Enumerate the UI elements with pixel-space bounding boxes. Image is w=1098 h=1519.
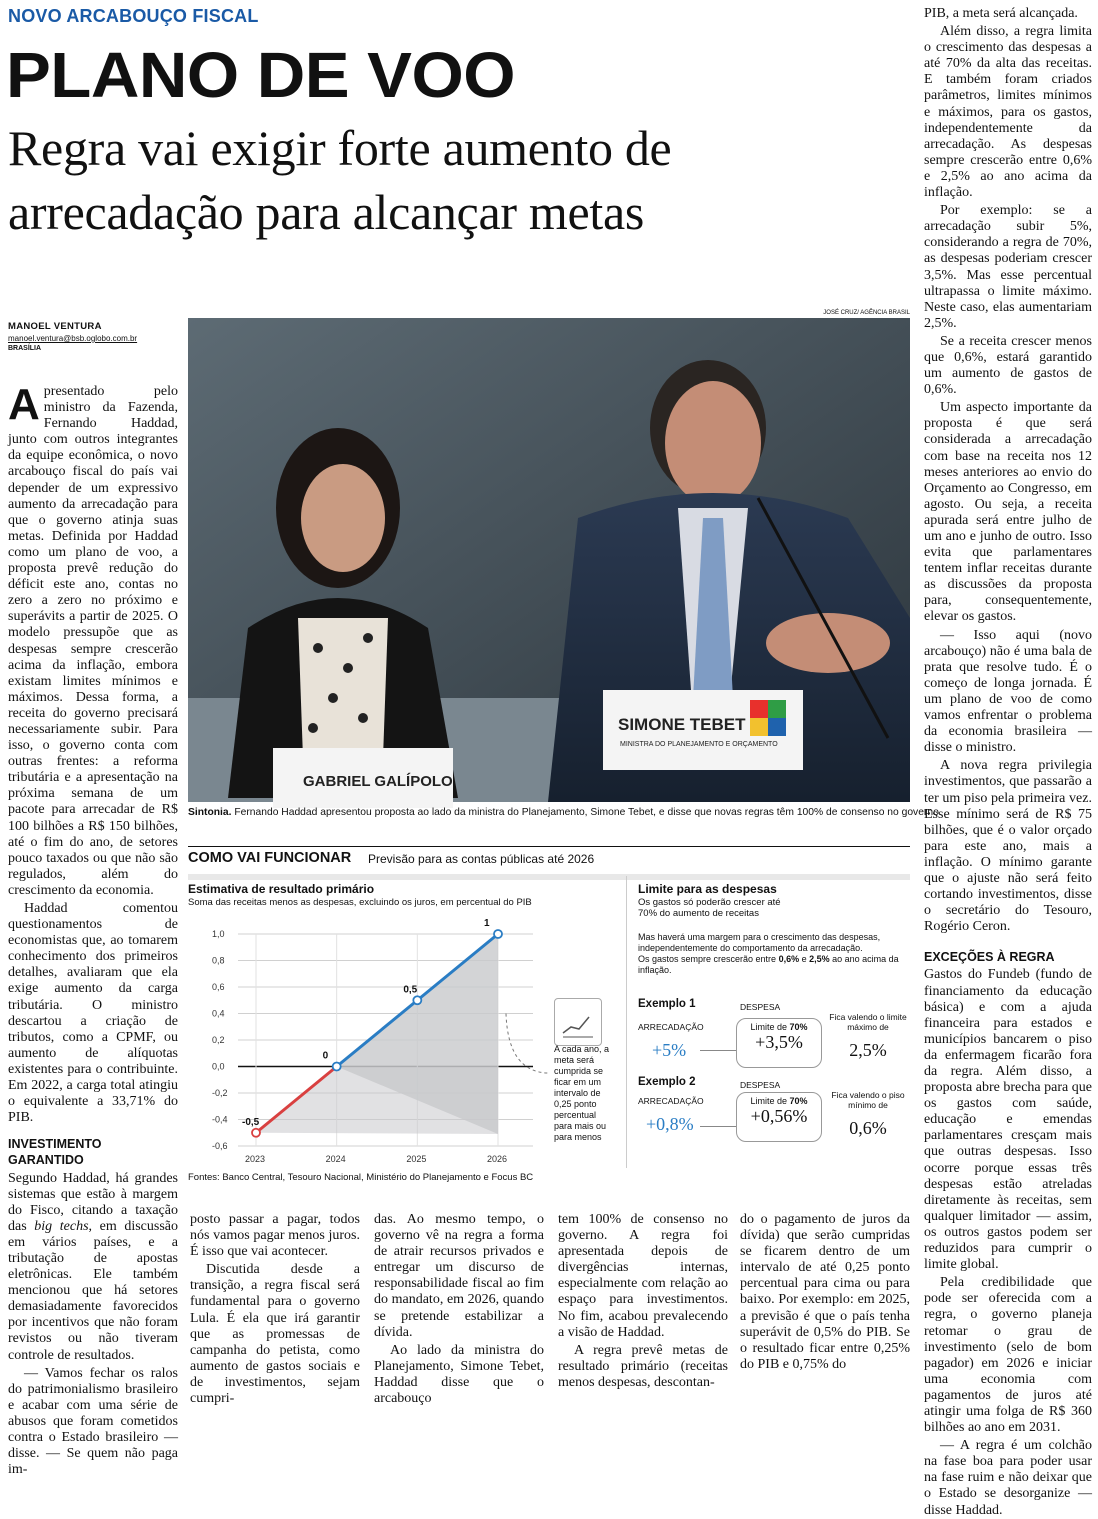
example-2-arrecadacao-value: +0,8%: [646, 1114, 694, 1134]
paragraph: tem 100% de consenso no governo. A regra foi apresentada depois de divergências internas, especialmente com relação ao espaço para investimentos. No fim, acabou prevalecendo a visão de Haddad.: [558, 1212, 728, 1340]
data-label: 1: [484, 918, 490, 929]
chart-trend-icon: [554, 998, 602, 1046]
example-2-note: Fica valendo o piso mínimo de: [831, 1090, 905, 1110]
paragraph: A nova regra privilegia investimentos, que passarão a ter um piso pela primeira vez. Esse mínimo será de R$ 75 bilhões, que é o valor orçado para este ano, mais a inflação. O mínimo garante que o ajuste não será feito cortando investimentos, disse o secretário do Tesouro, Rogério Ceron.: [924, 758, 1092, 935]
paragraph: PIB, a meta será alcançada.: [924, 6, 1078, 21]
infographic-title: COMO VAI FUNCIONAR: [188, 850, 352, 866]
data-label: -0,5: [242, 1116, 260, 1128]
data-label: 0: [322, 1050, 329, 1062]
example-1-arrecadacao-value: +5%: [652, 1040, 687, 1060]
chart-subtitle: Soma das receitas menos as despesas, excluindo os juros, em percentual do PIB: [188, 897, 532, 908]
infographic-top-rule: [188, 846, 910, 847]
x-tick-label: 2024: [325, 1154, 346, 1164]
paragraph: — A regra é um colchão na fase boa para poder usar na fase ruim e não deixar que o Estado se desorganize — disse Haddad.: [924, 1438, 1092, 1518]
placard-galipolo-name: GABRIEL GALÍPOLO: [303, 773, 453, 790]
x-tick-label: 2026: [487, 1154, 508, 1164]
y-tick-label: -0,2: [212, 1088, 228, 1098]
body-column-2: [190, 1212, 360, 1407]
paragraph: Um aspecto importante da proposta é que será considerada a arrecadação com base na receita nos 12 meses anteriores ao envio do Orçamento ao Congresso, em agosto. Ou seja, a receita apurada será entre julho de um ano e junho de outro. Isso evita que parlamentares tentem inflar receitas durante as discussões da proposta para, consequentemente, elevar os gastos.: [924, 400, 1092, 625]
y-tick-label: 0,0: [212, 1061, 225, 1072]
paragraph: Se a receita crescer menos que 0,6%, estará garantido um aumento de gastos de 0,6%.: [924, 333, 1092, 398]
data-point: [333, 1063, 341, 1071]
paragraph: Por exemplo: se a arrecadação subir 5%, considerando a regra de 70%, as despesas poderiam crescer 3,5%. Mas esse percentual ultrapassa o limite máximo. Neste caso, elas aumentariam 2,5%.: [924, 203, 1092, 331]
chart-note: A cada ano, a meta será cumprida se ficar em um intervalo de 0,25 ponto percentual para mais ou para menos: [554, 1044, 610, 1142]
x-tick-label: 2025: [406, 1154, 427, 1164]
panel-divider: [626, 876, 627, 1168]
body-column-1: [8, 380, 178, 1478]
data-point: [494, 930, 502, 938]
data-point: [413, 996, 421, 1004]
paragraph: das. Ao mesmo tempo, o governo vê na regra a forma de atrair recursos privados e entregar um discurso de responsabilidade fiscal ao fim do mandato, em 2026, quando se pretende estabilizar a dívida.: [374, 1212, 544, 1340]
deck: Regra vai exigir forte aumento de arrecadação para alcançar metas: [8, 120, 672, 240]
y-tick-label: 0,6: [212, 982, 225, 992]
example-1-note: Fica valendo o limite máximo de: [829, 1012, 907, 1032]
byline-name: MANOEL VENTURA: [8, 321, 102, 332]
example-1-box: Limite de 70% +3,5%: [736, 1018, 822, 1068]
example-2-despesa-value: +0,56%: [750, 1106, 808, 1126]
limit-text-2: Os gastos sempre crescerão entre 0,6% e 2,5% ao ano acima da inflação.: [638, 954, 899, 975]
example-1-despesa-label: DESPESA: [740, 1002, 781, 1012]
paragraph: do o pagamento de juros da dívida) que serão cumpridas se ficarem dentro de um intervalo de até 0,25 ponto percentual para cima ou para baixo. Por exemplo: em 2025, a previsão é que o país tenha superávit de 0,5% do PIB. Se o resultado ficar entre 0,25% do PIB e 0,75% do: [740, 1212, 910, 1372]
body-column-3: [374, 1212, 544, 1407]
paragraph: A regra prevê metas de resultado primário (receitas menos despesas, descontan-: [558, 1342, 728, 1390]
data-point: [252, 1129, 260, 1137]
y-tick-label: -0,6: [212, 1141, 228, 1151]
paragraph: presentado pelo ministro da Fazenda, Fernando Haddad, junto com outros integrantes da equipe econômica, o novo arcabouço fiscal do país vai depender de um expressivo aumento da arrecadação para que o governo atinja suas metas. Definida por Haddad como um plano de voo, a proposta prevê redução do déficit este ano, contas no zero a zero no próximo e superávits a partir de 2025. O modelo pressupõe que as despesas sempre crescerão acima da inflação, embora existam limites mínimos e máximos. Dessa forma, a receita do governo precisará necessariamente subir. Para isso, o governo conta com outras frentes: a reforma tributária e a apresentação na próxima semana de um pacote para arrecadar de R$ 100 bilhões a R$ 150 bilhões, até o fim do ano, de setores pouco taxados ou que não são regulados, além do crescimento da economia.: [8, 384, 178, 898]
arrow: [700, 1050, 736, 1051]
example-1-despesa-value: +3,5%: [755, 1032, 803, 1052]
sources: Fontes: Banco Central, Tesouro Nacional, Ministério do Planejamento e Focus BC: [188, 1172, 534, 1183]
x-tick-label: 2023: [245, 1154, 266, 1164]
paragraph: Pela credibilidade que pode ser oferecida com a regra, o governo planeja retomar o grau de investimento (selo de bom pagador) em 2026 e iniciar uma economia com pagamentos de juros até atingir uma folga de R$ 360 bilhões ao ano em 2031.: [924, 1275, 1092, 1436]
placard-tebet-name: SIMONE TEBET: [618, 715, 746, 734]
paragraph: Segundo Haddad, há grandes sistemas que estão à margem do Fisco, citando a taxação das big techs, em discussão em vários países, e a tributação de apostas eletrônicas. Ele também mencionou que há setores demasiadamente favorecidos por incentivos que não foram revistos ou não tiveram controle de resultados.: [8, 1170, 178, 1363]
photo-credit: JOSÉ CRUZ/ AGÊNCIA BRASIL: [823, 310, 910, 316]
note-connector: [506, 1014, 550, 1074]
limit-text-1: Mas haverá uma margem para o crescimento das despesas, independentemente do comportamento da arrecadação.: [638, 932, 881, 953]
paragraph: Discutida desde a transição, a regra fiscal será fundamental para o governo Lula. É ela que irá garantir que as promessas de campanha do petista, como aumento de gastos sociais e de investimentos, sejam cumpri-: [190, 1262, 360, 1407]
primary-result-chart: [188, 916, 548, 1166]
y-tick-label: -0,4: [212, 1114, 228, 1125]
data-label: 0,5: [403, 984, 418, 996]
y-tick-label: 0,2: [212, 1035, 225, 1045]
example-2-arrecadacao-label: ARRECADAÇÃO: [638, 1096, 704, 1106]
paragraph: Gastos do Fundeb (fundo de financiamento da educação básica) e com a ajuda financeira para estados e municípios bancarem o piso da enfermagem ficarão fora da regra. Além disso, a proposta abre brecha para que os gastos com saúde, educação e emendas parlamentares cresçam mais que outras despesas. Isso ocorre porque essas três despesas estão atreladas diretamente às receitas, sem qualquer limitador — assim, os outros gastos podem ser reduzidos para cumprir o limite global.: [924, 967, 1092, 1273]
paragraph: Além disso, a regra limita o crescimento das despesas a até 70% da alta das receitas. E também foram criados parâmetros, limites mínimos e máximos, para os gastos, independentemente da arrecadação. As despesas sempre crescerão entre 0,6% e 2,5% ao ano acima da inflação.: [924, 24, 1092, 201]
subhead-investimento: INVESTIMENTO GARANTIDO: [8, 1137, 102, 1168]
infographic: [188, 846, 910, 1206]
y-tick-label: 0,4: [212, 1008, 225, 1019]
y-tick-label: 1,0: [212, 929, 225, 939]
example-1-arrecadacao-label: ARRECADAÇÃO: [638, 1022, 704, 1032]
body-column-5: [740, 1212, 910, 1378]
subhead-excecoes: EXCEÇÕES À REGRA: [924, 950, 1055, 965]
byline-email[interactable]: manoel.ventura@bsb.oglobo.com.br: [8, 334, 138, 343]
example-2-title: Exemplo 2: [638, 1076, 696, 1088]
example-2-final: 0,6%: [849, 1118, 887, 1138]
target-area-lower: [256, 1067, 498, 1135]
headline: PLANO DE VOO: [6, 39, 515, 111]
caption-label: Sintonia.: [188, 807, 232, 818]
chart-title: Estimativa de resultado primário: [188, 882, 375, 896]
paragraph: posto passar a pagar, todos nós vamos pagar menos juros. É isso que vai acontecer.: [190, 1212, 360, 1260]
example-1-final: 2,5%: [849, 1040, 887, 1060]
photo-caption: [188, 806, 939, 819]
example-1-title: Exemplo 1: [638, 998, 696, 1010]
infographic-subtitle: Previsão para as contas públicas até 2026: [368, 852, 595, 866]
paragraph: Haddad comentou questionamentos de economistas que, ao tomarem conhecimento dos primeiros detalhes, avaliaram que ela exige aumento da carga tributária. O ministro descartou a criação de tributos, como a CPMF, ou aumento de alíquotas existentes para o contribuinte. Em 2022, a carga total atingiu o equivalente a 33,71% do PIB.: [8, 901, 178, 1126]
section-kicker: NOVO ARCABOUÇO FISCAL: [8, 6, 259, 26]
arrow: [700, 1126, 736, 1127]
limit-title: Limite para as despesas: [638, 882, 777, 896]
paragraph: — Vamos fechar os ralos do patrimonialismo brasileiro e acabar com uma série de abusos que foram cometidos contra o Estado brasileiro — disse. — Se quem não paga im-: [8, 1365, 178, 1478]
photo-illustration: [188, 318, 910, 802]
caption-text: Fernando Haddad apresentou proposta ao lado da ministra do Planejamento, Simone Tebet, e disse que novas regras têm 100% de consenso no governo: [231, 807, 939, 818]
example-2-despesa-label: DESPESA: [740, 1080, 781, 1090]
paragraph: — Isso aqui (novo arcabouço) não é uma bala de prata que resolve tudo. É o começo de longa jornada. É um plano de voo de como vamos enfrentar o problema da economia brasileira — disse o ministro.: [924, 627, 1092, 756]
drop-cap: A: [8, 380, 40, 429]
example-2-box: Limite de 70% +0,56%: [736, 1092, 822, 1142]
limit-subtitle: Os gastos só poderão crescer até 70% do aumento de receitas: [638, 897, 781, 919]
body-column-right: [924, 6, 1092, 1518]
body-column-4: [558, 1212, 728, 1390]
placard-tebet-role: MINISTRA DO PLANEJAMENTO E ORÇAMENTO: [620, 741, 778, 748]
band: [188, 874, 910, 880]
news-photo: [188, 318, 910, 802]
y-tick-label: 0,8: [212, 955, 225, 966]
paragraph: Ao lado da ministra do Planejamento, Simone Tebet, Haddad disse que o arcabouço: [374, 1342, 544, 1407]
byline-city: BRASÍLIA: [8, 345, 42, 352]
